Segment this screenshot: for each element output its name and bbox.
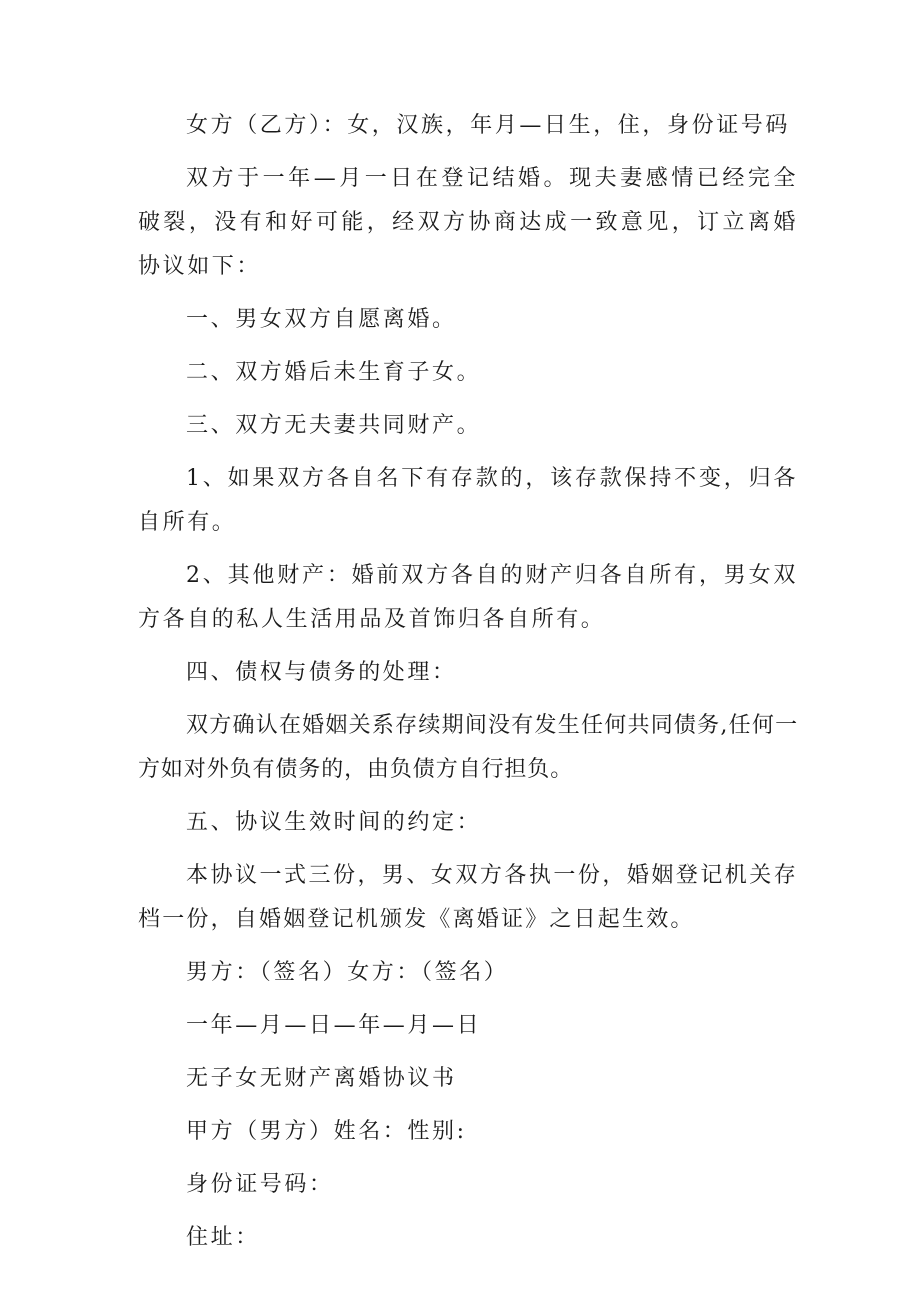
document-body [138,104,798,1260]
paragraph-clause-4-heading: 四、债权与债务的处理： [186,660,457,685]
signature-line: 男方：（签名）女方：（签名） [186,960,509,985]
paragraph-clause-4-body: 双方确认在婚姻关系存续期间没有发生任何共同债务,任何一方如对外负有债务的，由负债方自行担负。 [138,713,798,782]
document-title: 无子女无财产离婚协议书 [186,1066,457,1091]
paragraph-clause-3-item-2: 2、其他财产：婚前双方各自的财产归各自所有，男女双方各自的私人生活用品及首饰归各自所有。 [138,563,798,632]
paragraph-marriage-statement: 双方于一年—月一日在登记结婚。现夫妻感情已经完全破裂，没有和好可能，经双方协商达成一致意见，订立离婚协议如下： [138,166,798,279]
party-a-address: 住址： [186,1225,260,1250]
paragraph-clause-3: 三、双方无夫妻共同财产。 [186,413,482,438]
party-a-id-number: 身份证号码： [186,1172,334,1197]
paragraph-clause-5-heading: 五、协议生效时间的约定： [186,810,482,835]
paragraph-female-party: 女方（乙方）：女，汉族，年月—日生，住，身份证号码 [186,113,791,138]
paragraph-clause-5-body: 本协议一式三份，男、女双方各执一份，婚姻登记机关存档一份，自婚姻登记机颁发《离婚证》之日起生效。 [138,863,798,932]
paragraph-clause-3-item-1: 1、如果双方各自名下有存款的，该存款保持不变，归各自所有。 [138,466,798,535]
party-a-name-gender: 甲方（男方）姓名：性别: [186,1119,467,1144]
date-line: 一年—月—日—年—月—日 [186,1013,482,1038]
paragraph-clause-2: 二、双方婚后未生育子女。 [186,360,482,385]
paragraph-clause-1: 一、男女双方自愿离婚。 [186,307,457,332]
